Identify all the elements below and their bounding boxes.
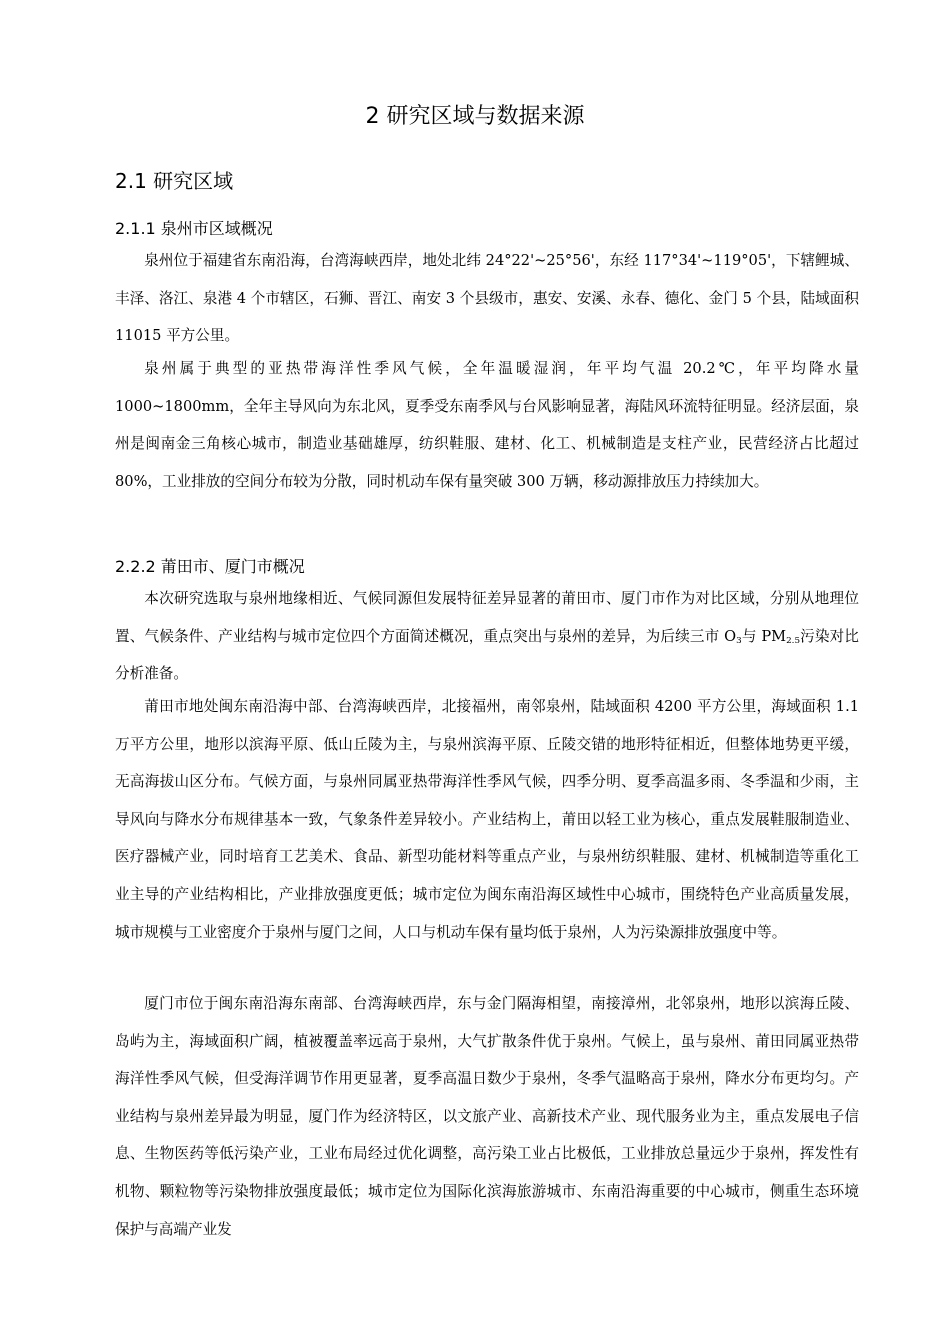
paragraph-quanzhou-climate-economy: 泉州属于典型的亚热带海洋性季风气候，全年温暖湿润，年平均气温 20.2℃，年平均降水量 1000~1800mm，全年主导风向为东北风，夏季受东南季风与台风影响显著，海陆风环流特征明显。经济层面，泉州是闽南金三角核心城市，制造业基础雄厚，纺织鞋服、建材、化工、机械制造是支柱产业，民营经济占比超过 80%，工业排放的空间分布较为分散，同时机动车保有量突破 300 万辆，移动源排放压力持续加大。: [115, 360, 859, 490]
section-heading: 2.1 研究区域: [115, 169, 234, 193]
paragraph-comparison-intro: 本次研究选取与泉州地缘相近、气候同源但发展特征差异显著的莆田市、厦门市作为对比区域，分别从地理位置、气候条件、产业结构与城市定位四个方面简述概况，重点突出与泉州的差异，为后续三市 $O_3$与 $PM_{2.5}$污染对比分析准备。: [115, 590, 859, 683]
paragraph-putian: 莆田市地处闽东南沿海中部、台湾海峡西岸，北接福州，南邻泉州，陆域面积 4200 平方公里，海域面积 1.1 万平方公里，地形以滨海平原、低山丘陵为主，与泉州滨海平原、丘陵交错的地形特征相近，但整体地势更平缓，无高海拔山区分布。气候方面，与泉州同属亚热带海洋性季风气候，四季分明、夏季高温多雨、冬季温和少雨，主导风向与降水分布规律基本一致，气象条件差异较小。产业结构上，莆田以轻工业为核心，重点发展鞋服制造业、医疗器械产业，同时培育工艺美术、食品、新型功能材料等重点产业，与泉州纺织鞋服、建材、机械制造等重化工业主导的产业结构相比，产业排放强度更低；城市定位为闽东南沿海区域性中心城市，围绕特色产业高质量发展，城市规模与工业密度介于泉州与厦门之间，人口与机动车保有量均低于泉州，人为污染源排放强度中等。: [115, 698, 859, 941]
subsection-heading-quanzhou: 2.1.1 泉州市区域概况: [115, 219, 273, 238]
chapter-title: 2 研究区域与数据来源: [365, 104, 585, 129]
paragraph-quanzhou-location: 泉州位于福建省东南沿海，台湾海峡西岸，地处北纬 24°22'~25°56'，东经 117°34'~119°05'，下辖鲤城、丰泽、洛江、泉港 4 个市辖区，石狮、晋江、南安 3 个县级市，惠安、安溪、永春、德化、金门 5 个县，陆域面积 11015 平方公里。: [115, 252, 859, 345]
subsection-heading-putian-xiamen: 2.2.2 莆田市、厦门市概况: [115, 557, 305, 576]
paragraph-xiamen: 厦门市位于闽东南沿海东南部、台湾海峡西岸，东与金门隔海相望，南接漳州，北邻泉州，地形以滨海丘陵、岛屿为主，海域面积广阔，植被覆盖率远高于泉州，大气扩散条件优于泉州。气候上，虽与泉州、莆田同属亚热带海洋性季风气候，但受海洋调节作用更显著，夏季高温日数少于泉州，冬季气温略高于泉州，降水分布更均匀。产业结构与泉州差异最为明显，厦门作为经济特区，以文旅产业、高新技术产业、现代服务业为主，重点发展电子信息、生物医药等低污染产业，工业布局经过优化调整，高污染工业占比极低，工业排放总量远少于泉州，挥发性有机物、颗粒物等污染物排放强度最低；城市定位为国际化滨海旅游城市、东南沿海重要的中心城市，侧重生态环境保护与高端产业发: [115, 995, 859, 1238]
